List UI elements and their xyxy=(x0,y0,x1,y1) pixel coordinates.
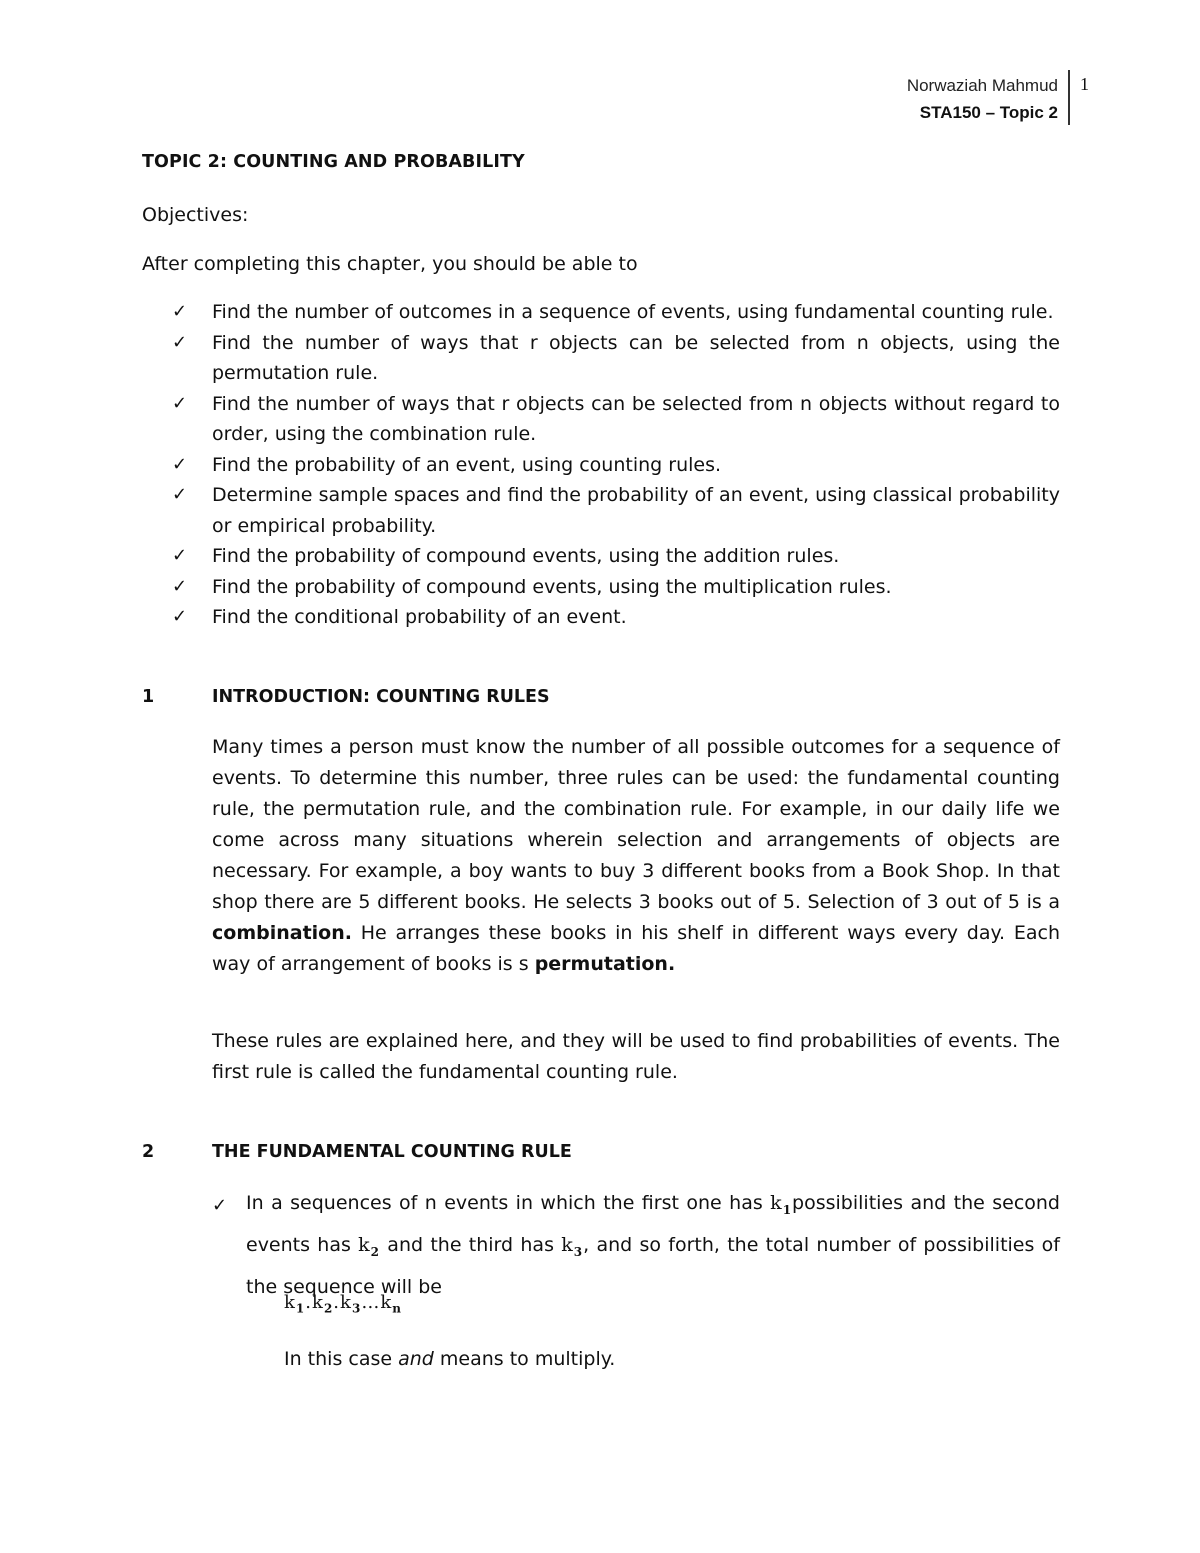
k2-symbol: $k_2$ xyxy=(358,1233,381,1259)
checkmark-icon: ✓ xyxy=(172,331,188,353)
objective-item: ✓ Find the number of ways that r objects can be selected from n objects without regard to order, using the combination rule. xyxy=(172,389,1060,450)
header-course: STA150 – Topic 2 xyxy=(919,103,1058,122)
page-number: 1 xyxy=(1080,74,1089,94)
term-combination: combination. xyxy=(212,922,352,944)
header-author: Norwaziah Mahmud xyxy=(906,76,1058,95)
objective-item: ✓ Find the number of outcomes in a sequence of events, using fundamental counting rule. xyxy=(172,297,1060,328)
section-title: INTRODUCTION: COUNTING RULES xyxy=(212,687,550,707)
section-1-paragraph-1: Many times a person must know the number of all possible outcomes for a sequence of events. To determine this number, three rules can be used: the fundamental counting rule, the permutation rule, and the combination rule. For example, in our daily life we come across many situations wherein selection and arrangements of objects are necessary. For example, a boy wants to buy 3 different books from a Book Shop. In that shop there are 5 different books. He selects 3 books out of 5. Selection of 3 out of 5 is a combination. He arranges these books in his shelf in different ways every day. Each way of arrangement of books is s permutation. xyxy=(212,736,1060,975)
section-number: 1 xyxy=(142,687,155,707)
intro-line: After completing this chapter, you should be able to xyxy=(142,253,638,275)
objective-item: ✓ Find the probability of compound events, using the multiplication rules. xyxy=(172,572,1060,603)
objective-item: ✓ Find the probability of compound events, using the addition rules. xyxy=(172,541,1060,572)
checkmark-icon: ✓ xyxy=(212,1195,228,1216)
checkmark-icon: ✓ xyxy=(172,484,188,505)
checkmark-icon: ✓ xyxy=(172,453,188,475)
checkmark-icon: ✓ xyxy=(172,606,188,627)
multiply-note: In this case and means to multiply. xyxy=(284,1348,616,1370)
product-formula: $k_1.k_2.k_3\dots k_n$ xyxy=(284,1292,402,1316)
objective-item: ✓ Determine sample spaces and find the probability of an event, using classical probability or empirical probability. xyxy=(172,480,1060,541)
counting-rule-statement: ✓ In a sequences of n events in which the first one has $k_1possibilities$ and the second events has $k_2$ and the third has $k_3$, and so forth, the total number of possibilities of the sequence will be xyxy=(212,1186,1060,1305)
objectives-label: Objectives: xyxy=(142,204,249,226)
objective-item: ✓ Find the probability of an event, using counting rules. xyxy=(172,450,1060,481)
section-number: 2 xyxy=(142,1142,155,1162)
checkmark-icon: ✓ xyxy=(172,575,188,597)
header-divider xyxy=(1068,70,1070,125)
objective-item: ✓ Find the conditional probability of an event. xyxy=(172,602,1060,633)
section-1-heading xyxy=(142,687,550,707)
section-2-heading xyxy=(142,1142,572,1162)
objectives-list xyxy=(172,297,1060,633)
objective-item: ✓ Find the number of ways that r objects can be selected from n objects, using the permutation rule. xyxy=(172,328,1060,389)
k3-symbol: $k_3$ xyxy=(561,1233,584,1259)
section-title: THE FUNDAMENTAL COUNTING RULE xyxy=(212,1142,572,1162)
term-permutation: permutation. xyxy=(534,953,676,975)
checkmark-icon: ✓ xyxy=(172,301,188,322)
page-header xyxy=(907,72,1058,126)
checkmark-icon: ✓ xyxy=(172,392,188,414)
document-title: TOPIC 2: COUNTING AND PROBABILITY xyxy=(142,152,525,172)
checkmark-icon: ✓ xyxy=(172,545,188,566)
k1-symbol: $k_1$ xyxy=(770,1192,793,1217)
section-1-paragraph-2: These rules are explained here, and they will be used to find probabilities of events. The first rule is called the fundamental counting rule. xyxy=(212,1030,1060,1083)
